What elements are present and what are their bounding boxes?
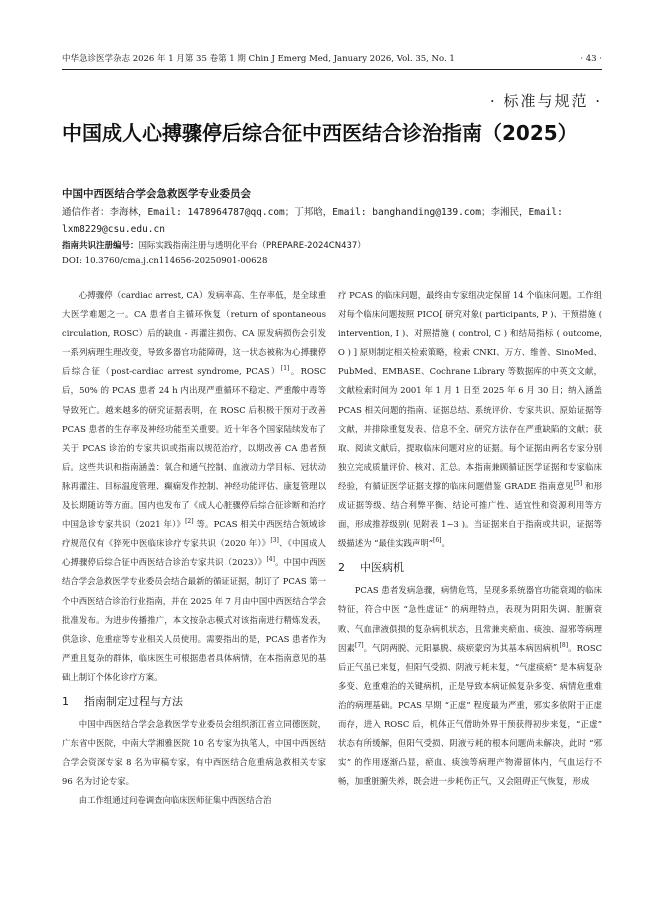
citation-ref[interactable]: [5] (573, 479, 583, 487)
registration (62, 239, 602, 254)
section-heading-2: 2 中医病机 (338, 561, 404, 575)
article-meta (62, 186, 602, 269)
corresponding-authors: 通信作者：李海林，Email: 1478964787@qq.com；丁邦晗，Email: banghanding@139.com；李湘民，Email: lxm8229@csu.edu.cn (62, 207, 563, 235)
author-organization: 中国中西医结合学会急救医学专业委员会 (62, 188, 251, 200)
article-title: 中国成人心搏骤停后综合征中西医结合诊治指南（2025） (62, 121, 578, 145)
methods-continued-paragraph: 疗 PCAS 的临床问题，最终由专家组决定保留 14 个临床问题。工作组对每个临床问题按照 PICO[ 研究对象( participants, P )、干预措施 ( intervention, I )、对照措施 ( control, C ) 和结局指标 ( outcome, O ) ] 原则制定相关检索策略，检索 CNKI、万方、维普、SinoMed、PubMed、EMBASE、Cochrane Library 等数据库的中英文文献，文献检索时间为 2001 年 1 月 1 日至 2025 年 6 月 30 日；纳入涵盖 PCAS 相关问题的指南、证据总结、系统评价、专家共识、原始证据等文献，并排除重复发表、信息不全、研究方法存在严重缺陷的文献；获取、阅读文献后，提取临床问题对应的证据。每个证据由两名专家分别独立完成质量评价、核对、汇总。本指南兼顾循证医学证据和专家临床经验，有循证医学证据支撑的临床问题借鉴 GRADE 指南意见[5] 和形成证据等级、结合利弊平衡、结论可推广性、适宜性和资源利用等方面，形成推荐级别( 见附表 1~3 )。当证据来自于指南或共识，证据等级描述为 “最佳实践声明”[6]。 (338, 290, 602, 549)
citation-ref[interactable]: [3] (270, 537, 279, 545)
pathogenesis-paragraph: PCAS 患者发病急骤，病情危笃，呈现多系统器官功能衰竭的临床特征，符合中医 “急性虚证” 的病理特点，表现为阴阳失调、脏腑衰败、气血津液俱损的复杂病机状态，且常兼夹瘀血、痰浊、湿邪等病理因素[7]。气阴两脱、元阳暴脱、痰瘀蒙窍为其基本病因病机[8]。ROSC 后正气虽已来复，但阳气受损、阴液亏耗未复，“气虚痰瘀” 是本病复杂多变、危重难治的关键病机，正是导致本病证候复杂多变、病情危重难治的病理基础。PCAS 早期 “正虚” 程度最为严重，邪实多依附于正虚而存，进入 ROSC 后，机体正气借助外界干预获得初步来复，“正虚” 状态有所缓解，但阳气受损、阴液亏耗的根本问题尚未解决，此时 “邪实” 的作用逐渐凸显，瘀血、痰浊等病理产物滞留体内，气血运行不畅，加重脏腑失养，既会进一步耗伤正气，又会阻碍正气恢复，形成 (338, 585, 603, 787)
registration-label: 指南共识注册编号： (62, 241, 139, 251)
intro-paragraph: 心搏骤停（cardiac arrest, CA）发病率高、生存率低，是全球重大医学难题之一。CA 患者自主循环恢复（return of spontaneous circulation, ROSC）后的缺血 - 再灌注损伤、CA 原发病损伤会引发一系列病理生理改变，导致多器官功能障碍，这一状态被称为心搏骤停后综合征（post-cardiac arrest syndrome, PCAS）[1]。ROSC 后，50% 的 PCAS 患者 24 h 内出现严重循环不稳定、严重酸中毒等导致死亡。越来越多的研究证据表明，在 ROSC 后积极干预对于改善 PCAS 患者的生存率及神经功能至关重要。近十年各个国家陆续发布了关于 PCAS 诊治的专家共识或指南以规范治疗，以期改善 CA 患者预后。这些共识和指南涵盖：氧合和通气控制、血液动力学目标、冠状动脉再灌注、目标温度管理、癫痫发作控制、神经功能评估、康复管理以及长期随访等方面。国内也发布了《成人心脏骤停后综合征诊断和治疗中国急诊专家共识（2021 年）》[2] 等。PCAS 相关中西医结合领域诊疗规范仅有《猝死中医临床诊疗专家共识（2020 年）》[3]、《中国成人心搏骤停后综合征中西医结合诊治专家共识（2023）》[4]。中国中西医结合学会急救医学专业委员会结合最新的循证证据，制订了 PCAS 第一个中西医结合诊治行业指南，并在 2025 年 7 月由中国中西医结合学会批准发布。为进步传播推广，本文按杂志模式对该指南进行精炼发表，供急诊、危重症等专业相关人员使用。需要指出的是，PCAS 患者作为严重且复杂的群体，临床医生可根据患者具体病情，在本指南意见的基础上制订个体化诊疗方案。 (62, 290, 327, 682)
methods-paragraph: 由工作组通过问卷调查向临床医师征集中西医结合治 (78, 795, 272, 806)
citation-ref[interactable]: [1] (280, 365, 290, 373)
running-head (62, 52, 602, 70)
registration-value: 国际实践指南注册与透明化平台（PREPARE-2024CN437） (138, 241, 366, 251)
doi: DOI: 10.3760/cma.j.cn114656-20250901-00628 (62, 256, 268, 266)
right-column (338, 286, 602, 791)
citation-ref[interactable]: [2] (185, 518, 194, 526)
methods-paragraph: 中国中西医结合学会急救医学专业委员会组织浙江省立同德医院，广东省中医院，中南大学湘雅医院 10 名专家为执笔人，中国中西医结合学会资深专家 8 名为审稿专家，有中西医结合危重病急救相关专家 96 名为讨论专家。 (62, 718, 326, 787)
journal-citation: 中华急诊医学杂志 2026 年 1 月第 35 卷第 1 期 Chin J Emerg Med, January 2026, Vol. 35, No. 1 (62, 54, 455, 64)
section-label: · 标准与规范 · (489, 92, 602, 110)
citation-ref[interactable]: [4] (266, 556, 275, 564)
page-number: · 43 · (580, 54, 602, 64)
left-column (62, 286, 326, 810)
section-heading-1: 1 指南制定过程与方法 (62, 694, 183, 708)
citation-ref[interactable]: [6] (432, 537, 442, 545)
citation-ref[interactable]: [7] (355, 641, 364, 649)
citation-ref[interactable]: [8] (559, 641, 569, 649)
